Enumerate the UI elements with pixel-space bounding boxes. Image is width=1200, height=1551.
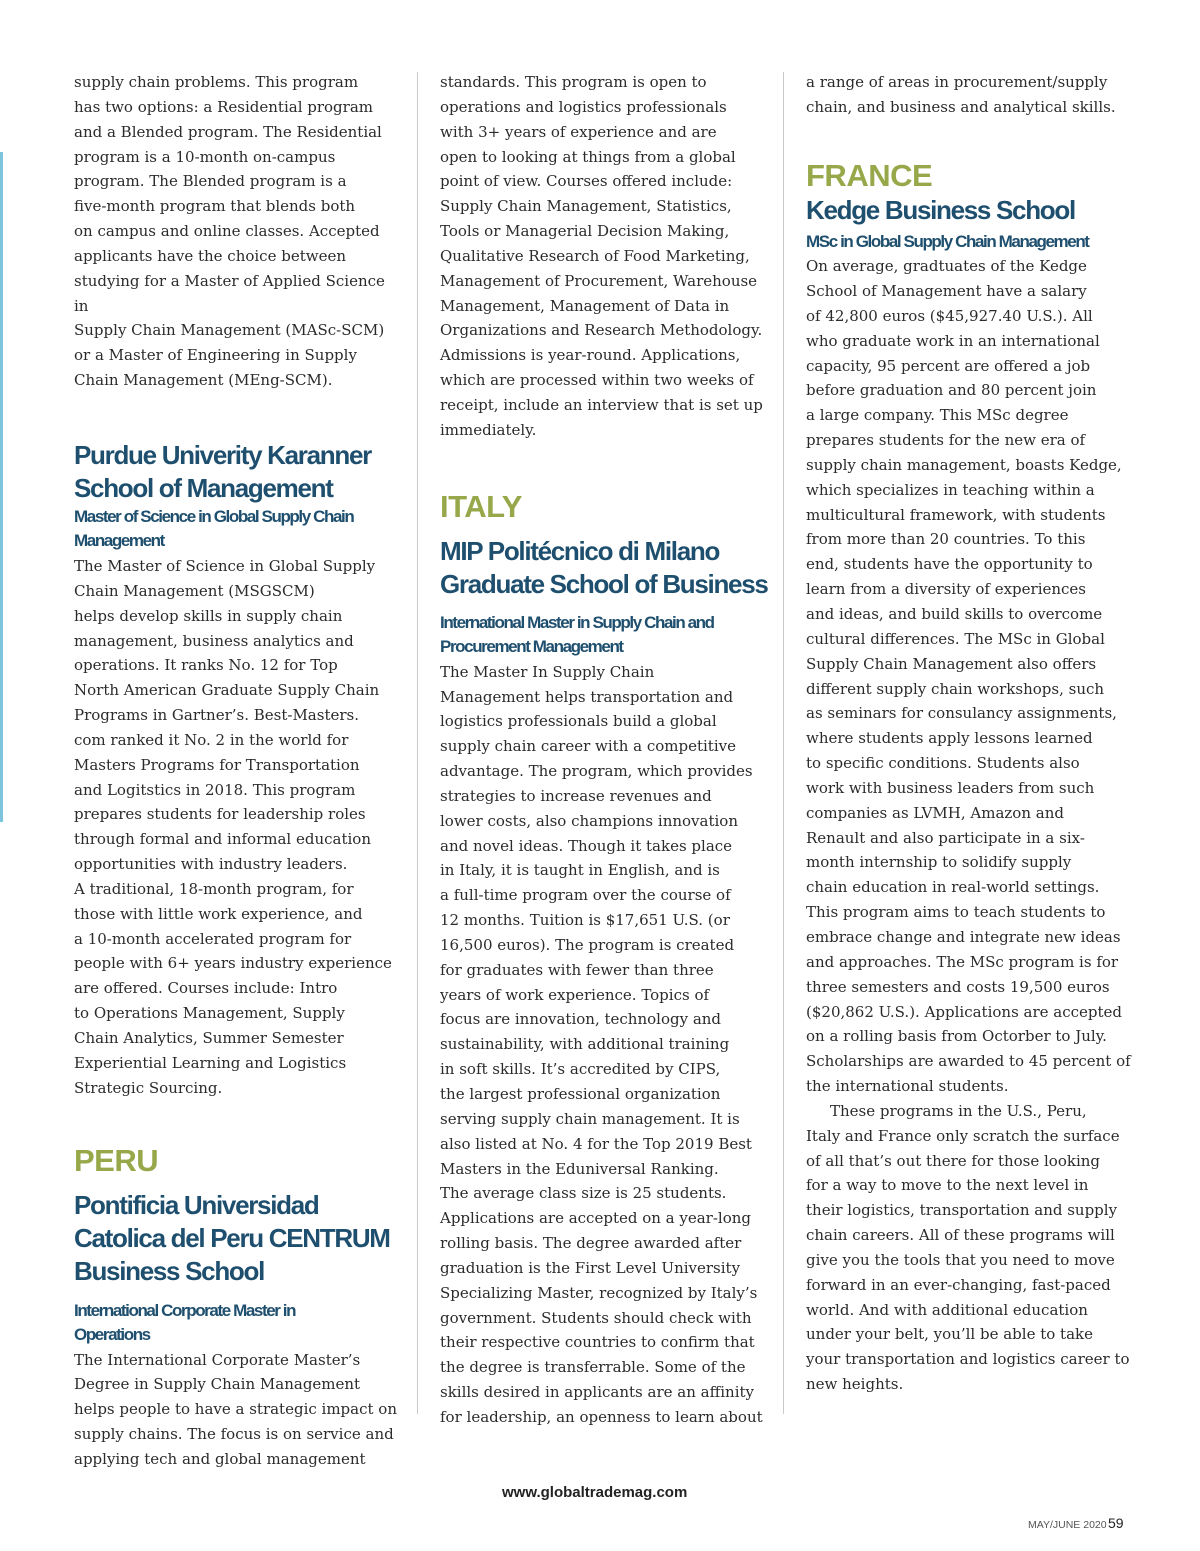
footer-website-link[interactable]: www.globaltrademag.com (502, 1484, 688, 1501)
column-divider-1 (417, 72, 418, 1414)
france-country-heading: FRANCE (806, 157, 933, 193)
france-body-text: On average, gradtuates of the Kedge School of Management have a salary of 42,800 euros ($45,927.40 U.S.). All who graduate work in an international capacity, 95 percent are offered a job before graduation and 80 percent join a large company. This MSc degree prepares students for the new era of supply chain management, boasts Kedge, which specializes in teaching within a multicultural framework, with students from more than 20 countries. To this end, students have the opportunity to learn from a diversity of experiences and ideas, and build skills to overcome cultural differences. The MSc in Global Supply Chain Management also offers different supply chain workshops, such as seminars for consulancy assignments, where students apply lessons learned to specific conditions. Students also work with business leaders from such companies as LVMH, Amazon and Renault and also participate in a six- month internship to solidify supply chain education in real-world settings. This program aims to teach students to embrace change and integrate new ideas and approaches. The MSc program is for three semesters and costs 19,500 euros ($20,862 U.S.). Applications are accepted on a rolling basis from Octorber to July. Scholarships are awarded to 45 percent of the international students. (806, 257, 1131, 1096)
footer-page-number: 59 (1108, 1515, 1124, 1531)
france-program-heading: MSc in Global Supply Chain Management (806, 231, 1089, 251)
purdue-body-text: The Master of Science in Global Supply Chain Management (MSGSCM) helps develop skills in supply chain management, business analytics and operations. It ranks No. 12 for Top North American Graduate Supply Chain Programs in Gartner’s. Best-Masters. com ranked it No. 2 in the world for Masters Programs for Transportation and Logitstics in 2018. This program prepares students for leadership roles through formal and informal education opportunities with industry leaders. A traditional, 18-month program, for those with little work experience, and a 10-month accelerated program for people with 6+ years industry experience are offered. Courses include: Intro to Operations Management, Supply Chain Analytics, Summer Semester Experiential Learning and Logistics Strategic Sourcing. (74, 556, 392, 1097)
purdue-program-heading: Master of Science in Global Supply Chain Management (74, 506, 354, 551)
peru-body-text: The International Corporate Master’s Degree in Supply Chain Management helps people to have a strategic impact on supply chains. The focus is on service and applying tech and global management (74, 1350, 397, 1468)
purdue-school-heading: Purdue Univerity Karanner School of Management (74, 439, 371, 503)
france-school-heading: Kedge Business School (806, 194, 1075, 225)
column-3 (806, 70, 1136, 1397)
peru-school-heading: Pontificia Universidad Catolica del Peru CENTRUM Business School (74, 1189, 390, 1286)
col1-intro-text: supply chain problems. This program has two options: a Residential program and a Blended program. The Residential program is a 10-month on-campus program. The Blended program is a five-month program that blends both on campus and online classes. Accepted applicants have the choice between studying for a Master of Applied Science in Supply Chain Management (MASc-SCM) or a Master of Engineering in Supply Chain Management (MEng-SCM). (74, 73, 385, 390)
column-1 (74, 70, 404, 1472)
italy-body-text: The Master In Supply Chain Management helps transportation and logistics professionals build a global supply chain career with a competitive advantage. The program, which provides strategies to increase revenues and lower costs, also champions innovation and novel ideas. Though it takes place in Italy, it is taught in English, and is a full-time program over the course of 12 months. Tuition is $17,651 U.S. (or 16,500 euros). The program is created for graduates with fewer than three years of work experience. Topics of focus are innovation, technology and sustainability, with additional training in soft skills. It’s accredited by CIPS, the largest professional organization serving supply chain management. It is also listed at No. 4 for the Top 2019 Best Masters in the Eduniversal Ranking. The average class size is 25 students. Applications are accepted on a year-long rolling basis. The degree awarded after graduation is the First Level University Specializing Master, recognized by Italy’s government. Students should check with their respective countries to confirm that the degree is transferrable. Some of the skills desired in applicants are an affinity for leadership, an openness to learn about (440, 662, 763, 1426)
col3-intro-text: a range of areas in procurement/supply chain, and business and analytical skills. (806, 73, 1116, 116)
italy-country-heading: ITALY (440, 488, 522, 524)
column-divider-2 (783, 72, 784, 1414)
peru-program-heading: International Corporate Master in Operations (74, 1300, 296, 1345)
footer-issue-date: MAY/JUNE 2020 (1028, 1519, 1107, 1531)
edge-accent-bar (0, 152, 3, 822)
italy-program-heading: International Master in Supply Chain and Procurement Management (440, 612, 714, 657)
peru-country-heading: PERU (74, 1142, 159, 1178)
column-2 (440, 70, 770, 1430)
conclusion-text: These programs in the U.S., Peru, Italy and France only scratch the surface of all that’s out there for those looking for a way to move to the next level in their logistics, transportation and supply chain careers. All of these programs will give you the tools that you need to move forward in an ever-changing, fast-paced world. And with additional education under your belt, you’ll be able to take your transportation and logistics career to new heights. (806, 1101, 1130, 1394)
italy-school-heading: MIP Politécnico di Milano Graduate School of Business (440, 535, 768, 599)
col2-intro-text: standards. This program is open to operations and logistics professionals with 3+ years of experience and are open to looking at things from a global point of view. Courses offered include: Supply Chain Management, Statistics, Tools or Managerial Decision Making, Qualitative Research of Food Marketing, Management of Procurement, Warehouse Management, Management of Data in Organizations and Research Methodology. Admissions is year-round. Applications, which are processed within two weeks of receipt, include an interview that is set up immediately. (440, 73, 763, 439)
